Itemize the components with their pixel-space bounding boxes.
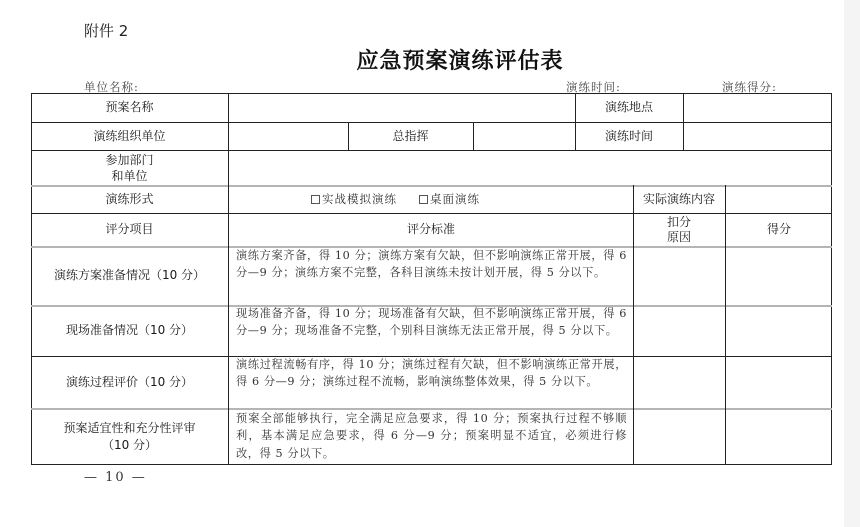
- header-deduction-reason: [633, 213, 725, 246]
- drill-time-label: 演练时间: [604, 128, 653, 143]
- plan-name-label: 预案名称: [105, 100, 154, 114]
- drill-location-field[interactable]: [684, 93, 832, 122]
- scoring-item: 现场准备情况（10 分）: [65, 323, 194, 337]
- header-score: 得分: [766, 222, 791, 236]
- score-field[interactable]: [726, 356, 832, 408]
- commander-field[interactable]: [474, 122, 575, 150]
- drill-form-options: [229, 185, 633, 213]
- drill-location-label: 演练地点: [604, 100, 653, 114]
- unit-name-label: 单位名称:: [84, 80, 139, 94]
- deduction-reason-field[interactable]: [634, 356, 725, 408]
- drill-time-header-label: 演练时间:: [566, 80, 621, 94]
- page-edge: [844, 0, 860, 527]
- plan-name-field[interactable]: [229, 93, 575, 122]
- checkbox-icon[interactable]: [419, 195, 428, 204]
- page-number: — 10 —: [84, 470, 147, 485]
- scoring-item-line1: 预案适宜性和充分性评审: [63, 420, 196, 435]
- participants-label: [31, 150, 228, 185]
- header-criteria: 评分标准: [406, 222, 455, 236]
- header-deduction-line1: 扣分: [666, 214, 691, 229]
- participants-field[interactable]: [229, 150, 832, 185]
- drill-time-field[interactable]: [684, 122, 832, 150]
- deduction-reason-field[interactable]: [634, 408, 725, 465]
- deduction-reason-field[interactable]: [634, 305, 725, 356]
- scoring-criteria: 演练过程流畅有序，得 10 分；演练过程有欠缺，但不影响演练正常开展，得 6 分—9 分；演练过程不流畅，影响演练整体效果，得 5 分以下。: [236, 358, 627, 389]
- header-deduction-line2: 原因: [666, 229, 691, 244]
- score-field[interactable]: [726, 246, 832, 305]
- option-label: 实战模拟演练: [322, 191, 397, 206]
- participants-label-line2: 和单位: [111, 168, 148, 183]
- score-field[interactable]: [726, 305, 832, 356]
- scoring-item: 演练过程评价（10 分）: [65, 374, 194, 389]
- scoring-criteria: 预案全部能够执行，完全满足应急要求，得 10 分；预案执行过程不够顺利，基本满足应急要求，得 6 分—9 分；预案明显不适宜，必须进行修改，得 5 分以下。: [236, 412, 627, 460]
- scoring-item: 演练方案准备情况（10 分）: [53, 268, 206, 282]
- deduction-reason-field[interactable]: [634, 246, 725, 305]
- attachment-label: 附件 2: [84, 22, 129, 40]
- scoring-criteria: 演练方案齐备，得 10 分；演练方案有欠缺，但不影响演练正常开展，得 6 分—9 分；演练方案不完整，各科目演练未按计划开展，得 5 分以下。: [236, 249, 627, 280]
- option-live-simulation[interactable]: [311, 191, 397, 208]
- score-field[interactable]: [726, 408, 832, 465]
- commander-label: 总指挥: [392, 128, 429, 143]
- scoring-item: [31, 408, 228, 465]
- drill-score-header-label: 演练得分:: [722, 80, 777, 94]
- organizer-field[interactable]: [229, 122, 348, 150]
- drill-form-label: 演练形式: [105, 191, 154, 206]
- organizer-label: 演练组织单位: [93, 128, 166, 143]
- header-item: 评分项目: [105, 222, 154, 236]
- participants-label-line1: 参加部门: [105, 152, 154, 167]
- checkbox-icon[interactable]: [311, 195, 320, 204]
- actual-content-field[interactable]: [726, 185, 832, 213]
- option-label: 桌面演练: [430, 191, 480, 206]
- page-title: 应急预案演练评估表: [356, 48, 564, 74]
- option-tabletop[interactable]: [419, 191, 480, 208]
- actual-content-label: 实际演练内容: [642, 191, 715, 206]
- scoring-criteria: 现场准备齐备，得 10 分；现场准备有欠缺，但不影响演练正常开展，得 6 分—9 分；现场准备不完整，个别科目演练无法正常开展，得 5 分以下。: [236, 307, 627, 338]
- scoring-item-line2: （10 分）: [101, 437, 158, 452]
